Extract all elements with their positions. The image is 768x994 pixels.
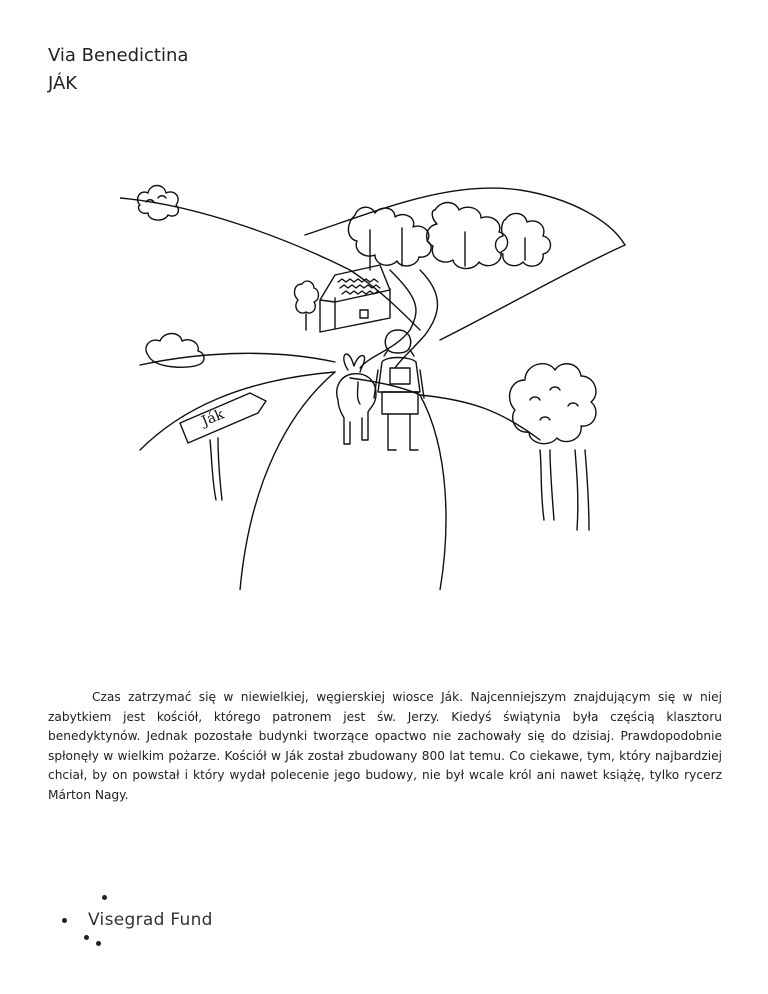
donkey (337, 354, 376, 444)
bush-left (146, 334, 204, 368)
small-tree (295, 281, 319, 330)
signpost (180, 393, 266, 500)
foreground-right-hill (420, 395, 540, 440)
body-paragraph: Czas zatrzymać się w niewielkiej, węgierskiej wiosce Ják. Najcenniejszym znajdującym się w niej zabytkiem jest kościół, którego patronem jest św. Jerzy. Kiedyś świątynia była częścią klasztoru benedyktynów. Jednak pozostałe budynki tworzące opactwo nie zachowały się do dzisiaj. Prawdopodobnie spłonęły w wielkim pożarze. Kościół w Ják został zbudowany 800 lat temu. Co ciekawe, tym, który najbardziej chciał, by on powstał i który wydał polecenie jego budowy, nie był wcale król ani nawet książę, tylko rycerz Márton Nagy. (48, 690, 722, 802)
forest-band (348, 203, 550, 271)
farmhouse (320, 265, 390, 332)
tree-right-large (510, 364, 596, 530)
sign-label: Ják (199, 406, 227, 430)
logo-dot-icon (84, 935, 89, 940)
hiker (374, 330, 424, 450)
logo-dot-icon (102, 895, 107, 900)
logo-text: Visegrad Fund (88, 910, 213, 930)
series-title: Via Benedictina (48, 45, 189, 66)
logo-dot-icon (62, 918, 67, 923)
right-hill (440, 245, 625, 340)
middle-left-hill (140, 353, 335, 365)
page-header (48, 42, 188, 98)
place-title: JÁK (48, 73, 78, 94)
landscape-illustration (120, 150, 650, 590)
visegrad-fund-logo (58, 885, 258, 955)
logo-dot-icon (96, 941, 101, 946)
foreground-left-hill (140, 372, 335, 450)
